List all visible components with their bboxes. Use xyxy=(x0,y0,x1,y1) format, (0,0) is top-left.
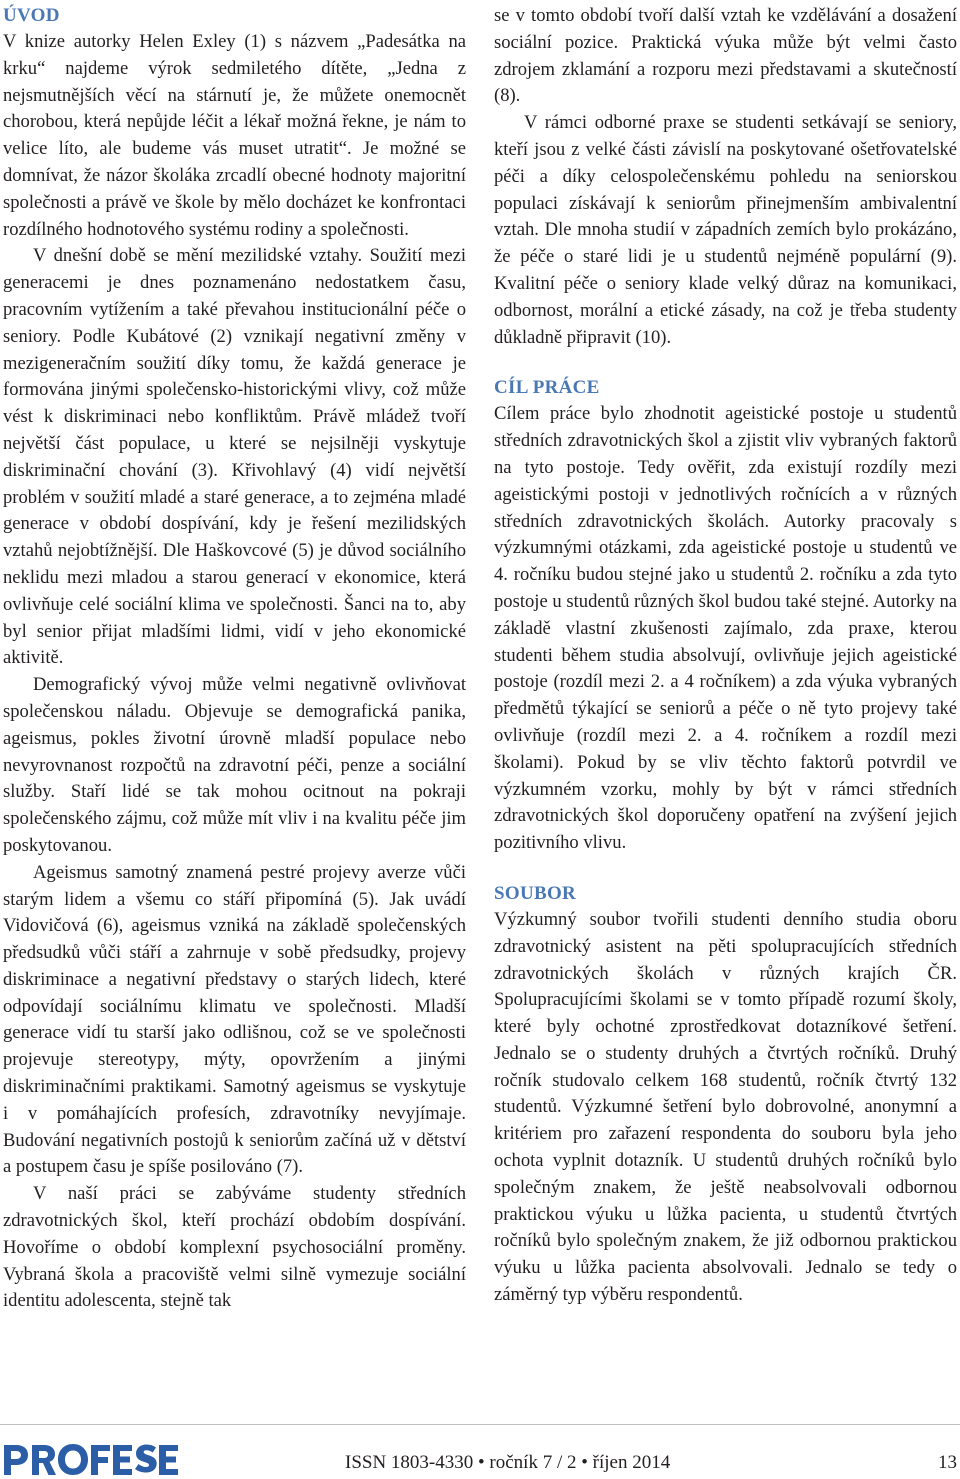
section-gap xyxy=(494,351,957,375)
section-gap xyxy=(494,857,957,881)
page-number: 13 xyxy=(938,1452,957,1473)
issn-info: ISSN 1803-4330 • ročník 7 / 2 • říjen 2014 xyxy=(345,1452,671,1473)
paragraph: Výzkumný soubor tvořili studenti denního studia oboru zdravotnický asistent na pěti spolupracujících středních zdravotnických školách v různých krajích ČR. Spolupracujícími školami se v tomto případě rozumí školy, které byly ochotné zprostředkovat dotazníkové šetření. Jednalo se o studenty druhých a čtvrtých ročníků. Druhý ročník studovalo celkem 168 studentů, ročník čtvrtý 132 studentů. Výzkumné šetření bylo dobrovolné, anonymní a kritériem pro zařazení respondenta do souboru byla jeho ochota vyplnit dotazník. U studentů druhých ročníků bylo společným znakem, že ještě neabsolvovali odbornou praktickou výuku u lůžka pacienta, u studentů čtvrtých ročníků bylo společným znakem, že již odbornou praktickou výuku u lůžka pacienta absolvovali. Jednalo se tedy o záměrný typ výběru respondentů. xyxy=(494,908,957,1306)
paragraph: se v tomto období tvoří další vztah ke vzdělávání a dosažení sociální pozice. Praktická výuka může být velmi často zdrojem zklamání a rozporu mezi představami a skutečností (8). xyxy=(494,5,957,107)
paragraph: V dnešní době se mění mezilidské vztahy. Soužití mezi generacemi je dnes poznamenáno nedostatkem času, pracovním vytížením a také převahou institucionální péče o seniory. Podle Kubátové (2) vznikají negativní změny v mezigeneračním soužití díky tomu, že každá generace je formována jinými společensko-historickými vlivy, což může vést k diskriminaci nebo konfliktům. Právě mládež tvoří největší část populace, u které se nejsilněji vyskytuje diskriminační chování (3). Křivohlavý (4) vidí největší problém v soužití mladé a staré generace, a to zejména mladé generace v období dospívání, kdy je řešení mezilidských vztahů nejobtížnější. Dle Haškovcové (5) je důvod sociálního neklidu mezi mladou a starou generací v ekonomice, která ovlivňuje celé sociální klima ve společnosti. Šanci na to, aby byl senior přijat mladšími lidmi, vidí v jeho ekonomické aktivitě. xyxy=(3,245,466,669)
paragraph: Cílem práce bylo zhodnotit ageistické postoje u studentů středních zdravotnických škol a zjistit vliv vybraných faktorů na tyto postoje. Tedy ověřit, zda existují rozdíly mezi ageistickými postoji v jednotlivých ročnících a v různých středních zdravotnických školách. Autorky pracovaly s výzkumnými otázkami, zda ageistické postoje u studentů ve 4. ročníku budou stejné jako u studentů 2. ročníku a zda tyto postoje u studentů různých škol budou také stejné. Autorky na základě vlastní zkušenosti zajímalo, zda praxe, kterou studenti během studia absolvují, ovlivňuje jejich ageistické postoje (rozdíl mezi 2. a 4 ročníkem) a zda výuka vybraných předmětů týkající se seniorů a péče o ně tyto projevy také ovlivňuje (rozdíl mezi 2. a 4. ročníkem a rozdíl mezi školami). Pokud by se vliv těchto faktorů potvrdil ve výzkumném vzorku, mohly by být v rámci středních zdravotnických škol doporučeny opatření na zvýšení jejich pozitivního vlivu. xyxy=(494,403,957,854)
paragraph: V naší práci se zabýváme studenty středních zdravotnických škol, kteří prochází obdobím dospívání. Hovoříme o období komplexní psychosociální proměny. Vybraná škola a pracoviště velmi silně vymezuje sociální identitu adolescenta, stejně tak xyxy=(3,1183,466,1312)
paragraph: Demografický vývoj může velmi negativně ovlivňovat společenskou náladu. Objevuje se demografická panika, ageismus, pokles životní úrovně mladší populace nebo nevyrovnanost rozpočtů na zdravotní péči, penze a sociální služby. Staří lidé se tak mohou ocitnout na pokraji společenského zájmu, což může mít vliv i na kvalitu péče jim poskytovanou. xyxy=(3,674,466,856)
heading-soubor: SOUBOR xyxy=(494,882,577,904)
right-column xyxy=(494,3,957,1309)
paragraph: Ageismus samotný znamená pestré projevy averze vůči starým lidem a všemu co stáří připomíná (5). Jak uvádí Vidovičová (6), ageismus vzniká na základě společenských předsudků vůči stáří a zahrnuje v sobě předsudky, projevy diskriminace a negativní představy o starých lidech, které odpovídají sociálnímu klimatu ve společnosti. Mladší generace vidí tu starší jako odlišnou, což se ve společnosti projevuje stereotypy, mýty, opovržením a jinými diskriminačními praktikami. Samotný ageismus se vyskytuje i v pomáhajících profesích, zdravotníky nevyjímaje. Budování negativních postojů k seniorům začíná už v dětství a postupem času je spíše posilováno (7). xyxy=(3,861,466,1178)
paragraph: V rámci odborné praxe se studenti setkávají se seniory, kteří jsou z velké části závislí na poskytované ošetřovatelské péči a díky celospolečenskému pohledu na seniorskou populaci získávají k seniorům přinejmenším ambivalentní vztah. Dle mnoha studií v západních zemích bylo prokázáno, že péče o staré lidi je u studentů nejméně populární (9). Kvalitní péče o seniory klade velký důraz na komunikaci, odbornost, morální a etické zásady, na což je třeba studenty důkladně připravit (10). xyxy=(494,112,957,348)
profese-logo xyxy=(2,1439,182,1479)
page-footer xyxy=(0,1410,960,1479)
heading-uvod: ÚVOD xyxy=(3,5,60,26)
footer-divider xyxy=(0,1424,960,1425)
heading-cil-prace: CÍL PRÁCE xyxy=(494,377,600,399)
left-column xyxy=(3,3,466,1315)
paragraph: V knize autorky Helen Exley (1) s názvem „Padesátka na krku“ najdeme výrok sedmiletého dítěte, „Jedna z nejsmutnějších věcí na stárnutí je, že můžete onemocnět chorobou, která nepůjde léčit a lékař možná řekne, je nám to velice líto, ale budeme vás muset utratit“. Je možné se domnívat, že názor školáka zrcadlí obecné hodnoty majoritní společnosti a právě ve škole by mělo docházet ke konfrontaci rozdílného hodnotového systému rodiny a společnosti. xyxy=(3,31,466,240)
